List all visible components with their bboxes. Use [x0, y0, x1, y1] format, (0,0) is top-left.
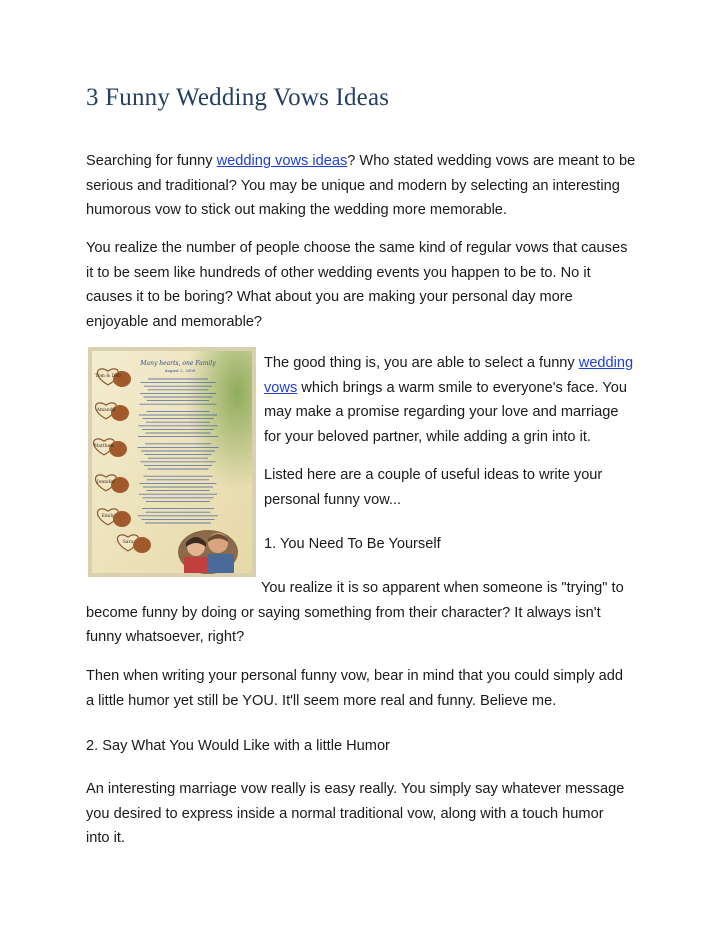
marriage-vow-paragraph	[86, 777, 666, 851]
wedding-link[interactable]: wedding	[578, 355, 634, 371]
text-line: you desired to express inside a normal traditional vow, along with a touch humor	[86, 805, 604, 822]
text-line: for your beloved partner, while adding a grin into it.	[264, 428, 591, 445]
trying-paragraph	[86, 576, 666, 650]
text-line: humorous vow to stick out making the wedding more memorable.	[86, 202, 507, 218]
text-line: enjoyable and memorable?	[86, 313, 263, 330]
text-line: personal funny vow...	[264, 491, 402, 508]
heart-label: Amanda	[96, 408, 116, 413]
text-run: The good thing is, you are able to select a funny	[264, 355, 579, 371]
text-line: 1. You Need To Be Yourself	[264, 536, 441, 552]
text-line	[264, 376, 664, 401]
text-line: a little humor yet still be YOU. It'll seem more real and funny. Believe me.	[86, 692, 557, 709]
page-title: 3 Funny Wedding Vows Ideas	[86, 84, 390, 111]
heart-label: Matthew	[93, 444, 115, 449]
tip-1-heading	[264, 532, 664, 557]
text-line: causes it to be boring? What about you are making your personal day more	[86, 289, 573, 305]
text-line: Then when writing your personal funny vow, bear in mind that you could simply add	[86, 668, 624, 684]
heart-label: Tom & Deb	[95, 374, 121, 379]
text-line: may make a promise regarding your love and marriage	[264, 404, 619, 420]
poem-date: August 2, 2009	[164, 368, 196, 373]
intro-paragraph	[86, 149, 666, 223]
text-line: funny whatsoever, right?	[86, 629, 245, 645]
second-paragraph	[86, 236, 666, 334]
text-line	[86, 149, 666, 174]
poem-heading: Many hearts, one Family	[140, 360, 216, 367]
heart-label: Sara	[122, 540, 134, 545]
text-run: which brings a warm smile to everyone's face. You	[297, 379, 627, 396]
good-thing-paragraph	[264, 351, 664, 449]
text-run: ? Who stated wedding vows are meant to be	[347, 153, 636, 169]
poem-text-lines	[138, 379, 219, 523]
text-line	[264, 351, 664, 376]
text-line: You realize it is so apparent when someone is "trying" to	[261, 580, 624, 596]
text-line: become funny by doing or saying something from their character? It always isn't	[86, 604, 601, 621]
text-run: Searching for funny	[86, 153, 217, 169]
text-line: 2. Say What You Would Like with a little Humor	[86, 738, 390, 754]
text-line: it to be seem like hundreds of other wedding events you happen to be to. No it	[86, 264, 591, 281]
text-line: into it.	[86, 830, 125, 846]
be-yourself-paragraph	[86, 664, 666, 713]
poem-illustration	[88, 347, 256, 577]
tip-2-heading	[86, 734, 666, 759]
vows-link[interactable]: vows	[264, 379, 298, 396]
text-line: Listed here are a couple of useful ideas to write your	[264, 467, 603, 483]
couple-photo	[178, 530, 238, 574]
text-line: An interesting marriage vow really is easy really. You simply say whatever message	[86, 781, 625, 797]
text-line: serious and traditional? You may be unique and modern by selecting an interesting	[86, 177, 620, 194]
wedding-vows-ideas-link[interactable]: wedding vows ideas	[216, 153, 348, 169]
text-line: You realize the number of people choose the same kind of regular vows that causes	[86, 240, 628, 256]
listed-ideas-paragraph	[264, 463, 664, 512]
wedding-vows-poem-image	[88, 347, 256, 577]
heart-label: Emily	[101, 514, 115, 519]
heart-label: Jennifer	[96, 480, 116, 485]
